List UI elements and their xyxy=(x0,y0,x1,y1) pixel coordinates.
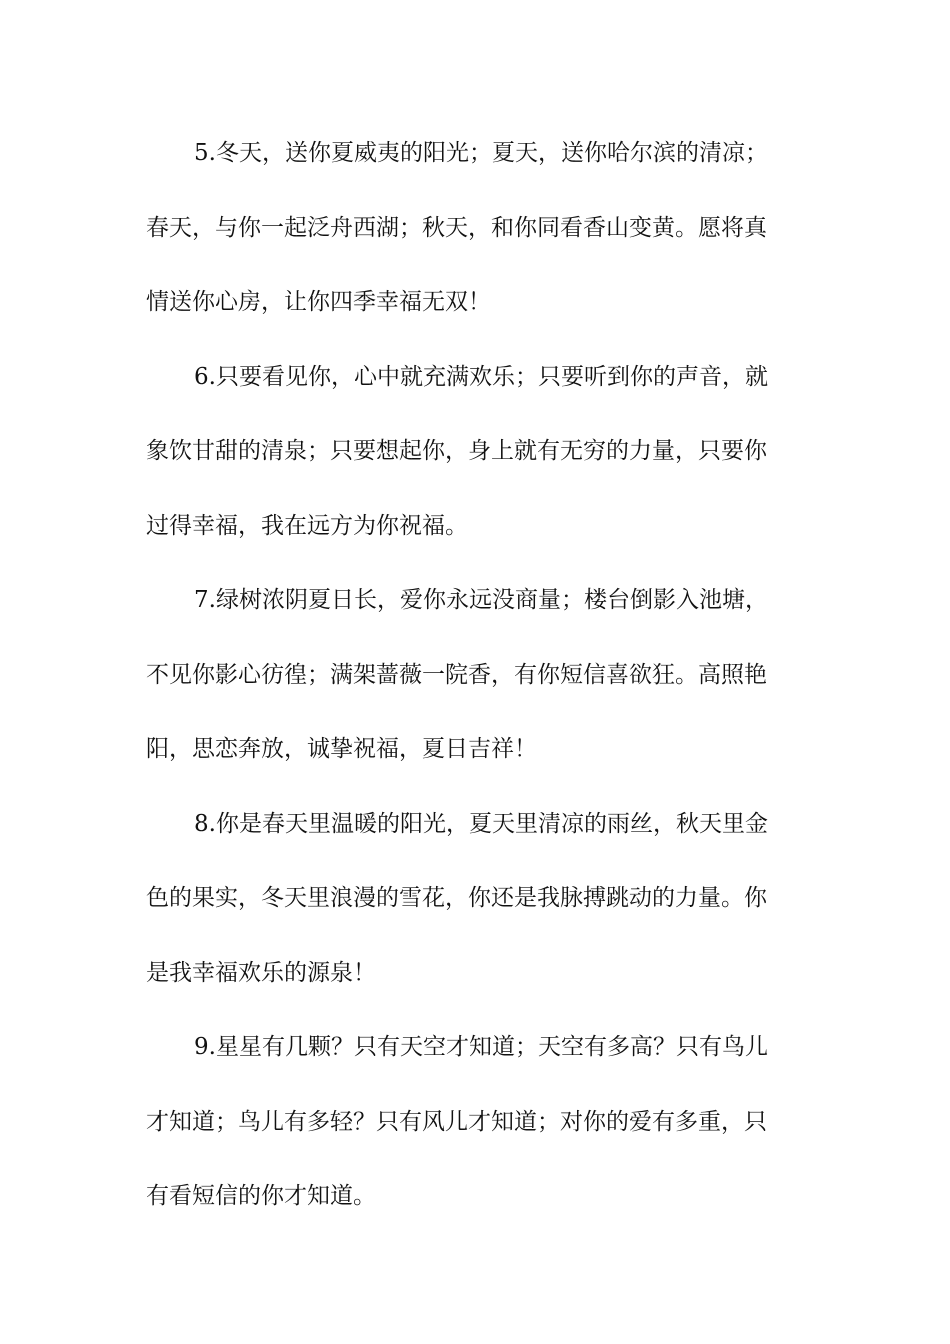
paragraph-line: 过得幸福，我在远方为你祝福。 xyxy=(146,512,468,539)
paragraph-5 xyxy=(146,130,806,354)
paragraph-7 xyxy=(146,577,806,801)
paragraph-line: 8.你是春天里温暖的阳光，夏天里清凉的雨丝，秋天里金 xyxy=(194,810,768,837)
paragraph-9 xyxy=(146,1024,806,1248)
paragraph-line: 色的果实，冬天里浪漫的雪花，你还是我脉搏跳动的力量。你 xyxy=(146,885,767,911)
paragraph-line: 有看短信的你才知道。 xyxy=(146,1183,376,1209)
paragraph-6 xyxy=(146,354,806,578)
paragraph-line: 阳，思恋奔放，诚挚祝福，夏日吉祥！ xyxy=(146,736,537,762)
paragraph-line: 5.冬天，送你夏威夷的阳光；夏天，送你哈尔滨的清凉； xyxy=(194,140,768,166)
paragraph-line: 7.绿树浓阴夏日长，爱你永远没商量；楼台倒影入池塘， xyxy=(194,587,768,613)
paragraph-line: 9.星星有几颗？只有天空才知道；天空有多高？只有鸟儿 xyxy=(194,1034,768,1060)
paragraph-line: 春天，与你一起泛舟西湖；秋天，和你同看香山变黄。愿将真 xyxy=(146,214,767,241)
document-body xyxy=(146,130,806,1248)
paragraph-line: 情送你心房，让你四季幸福无双！ xyxy=(146,289,491,315)
paragraph-line: 象饮甘甜的清泉；只要想起你，身上就有无穷的力量，只要你 xyxy=(146,438,767,464)
paragraph-line: 是我幸福欢乐的源泉！ xyxy=(146,959,376,986)
paragraph-line: 6.只要看见你，心中就充满欢乐；只要听到你的声音，就 xyxy=(194,363,768,390)
paragraph-8 xyxy=(146,801,806,1025)
paragraph-line: 不见你影心彷徨；满架蔷薇一院香，有你短信喜欲狂。高照艳 xyxy=(146,661,767,688)
paragraph-line: 才知道；鸟儿有多轻？只有风儿才知道；对你的爱有多重，只 xyxy=(146,1108,767,1135)
